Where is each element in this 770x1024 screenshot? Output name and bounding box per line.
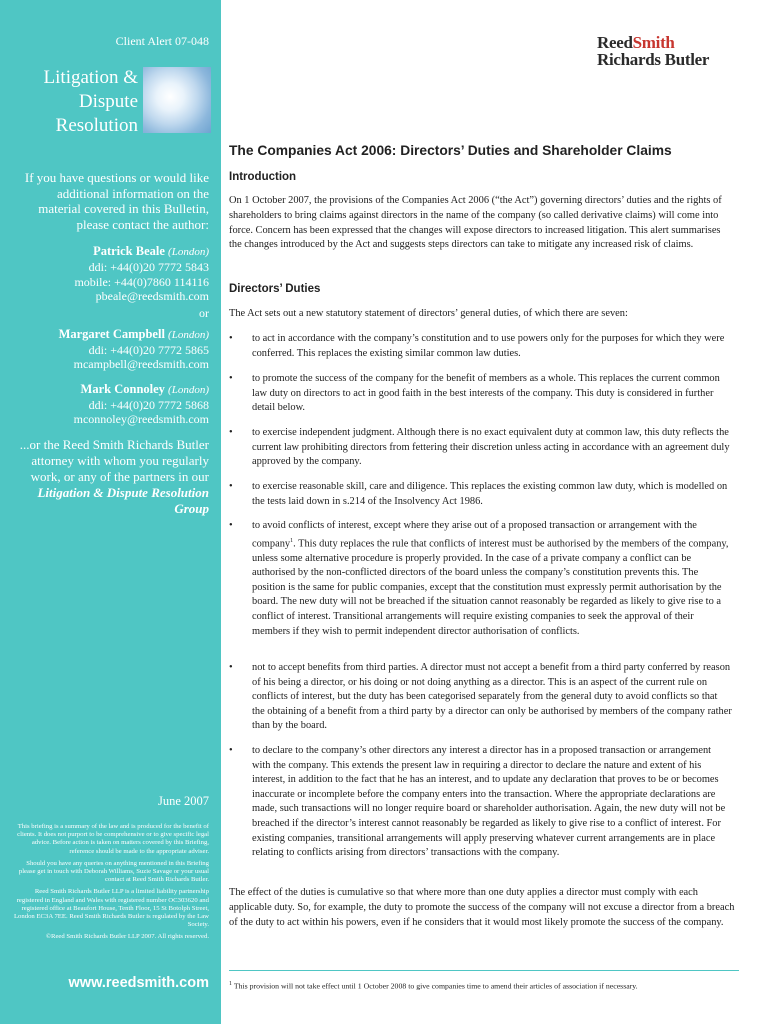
closing-paragraph: The effect of the duties is cumulative so that where more than one duty applies a director must comply with each applicable duty. So, for example, the duty to promote the success of the company will not excuse a director from a breach of the duty to act within his powers, even if he considers that it would most likely promote the success of the company. <box>229 887 735 928</box>
introduction-heading: Introduction <box>229 171 297 183</box>
contact-email-link[interactable]: mconnoley@reedsmith.com <box>73 412 209 426</box>
contact-outro: ...or the Reed Smith Richards Butler attorney with whom you regularly work, or any of the partners in our Litigation & Dispute Resolution Group <box>19 436 209 517</box>
contact-name: Mark Connoley (London) <box>80 381 209 396</box>
footnote: $^1$ This provision will not take effect until 1 October 2008 to give companies time to amend their articles of association if necessary. <box>229 981 638 991</box>
contact-mobile: mobile: +44(0)7860 114116 <box>74 274 209 289</box>
client-alert-number: Client Alert 07-048 <box>115 34 209 48</box>
duties-intro: The Act sets out a new statutory statement of directors’ general duties, of which there are seven: <box>229 308 628 319</box>
contact-name: Margaret Campbell (London) <box>58 326 209 341</box>
sky-image <box>143 67 211 133</box>
contact-email-link[interactable]: mcampbell@reedsmith.com <box>73 357 209 371</box>
contact-phone: ddi: +44(0)20 7772 5843 <box>88 260 209 274</box>
footnote-ref: 1 <box>290 537 294 544</box>
publication-date: June 2007 <box>157 794 209 808</box>
contact-phone: ddi: +44(0)20 7772 5865 <box>88 342 209 357</box>
contact-name: Patrick Beale (London) <box>93 244 209 258</box>
contact-intro: If you have questions or would like additional information on the material covered in this Bulletin, please contact the author: <box>24 170 209 232</box>
introduction-paragraph: On 1 October 2007, the provisions of the Companies Act 2006 (“the Act”) governing directors’ duties and the rights of shareholders to bring claims against directors in the name of the company (so called derivative claims) will come into force. Concern has been expressed that the changes will expose directors to increased litigation. This alert summarises the changes introduced by the Act and suggests steps directors can take to mitigate any increased risk of claims. <box>229 195 722 251</box>
duties-heading: Directors’ Duties <box>229 283 321 295</box>
footnote-divider <box>229 970 739 971</box>
contact-block <box>12 170 209 518</box>
firm-logo: ReedSmith Richards Butler <box>597 33 710 69</box>
article-title: The Companies Act 2006: Directors’ Duties and Shareholder Claims <box>229 143 672 158</box>
contact-email-link[interactable]: pbeale@reedsmith.com <box>95 289 209 303</box>
sidebar <box>0 0 221 1024</box>
section-title: Litigation & Dispute Resolution <box>43 67 138 136</box>
contact-phone: ddi: +44(0)20 7772 5868 <box>88 397 209 412</box>
or-separator: or <box>199 305 209 320</box>
website-link[interactable]: www.reedsmith.com <box>68 975 209 991</box>
disclaimer: This briefing is a summary of the law and is produced for the benefit of clients. It does not purport to be comprehensive or to give specific legal advice. Before action is taken on matters covered by this Briefing, reference should be made to the appropriate adviser. Should you have any queries on anything mentioned in this Briefing please get in touch with Deborah Williams, Suzie Savage or your usual contact at Reed Smith Richards Butler. Reed Smith Richards Butler LLP is a limited liability partnership registered in England and Wales with registered number OC303620 and registered office at Beaufort House, Tenth Floor, 15 St Botolph Street, London EC3A 7EE. Reed Smith Richards Butler is regulated by the Law Society. ©Reed Smith Richards Butler LLP 2007. All rights reserved. <box>13 823 209 941</box>
